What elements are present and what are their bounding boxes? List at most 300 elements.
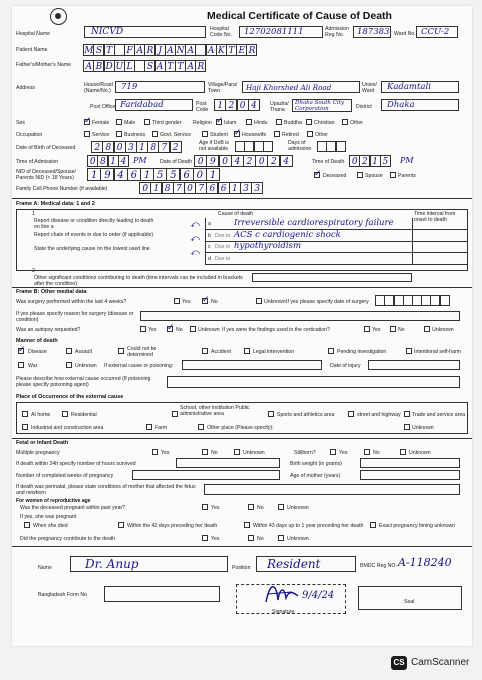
post-office-field[interactable] xyxy=(115,99,193,111)
patient-name-cell: A xyxy=(134,44,145,56)
religion-hindu-checkbox[interactable] xyxy=(246,119,252,125)
place-trade-checkbox[interactable] xyxy=(404,411,410,417)
surgery-yes-label: Yes xyxy=(182,299,191,305)
autopsy-findings-label: If yes were the findings used in the certication? xyxy=(222,327,330,333)
other-conditions-field[interactable] xyxy=(252,273,412,282)
patient-name-cell: F xyxy=(124,44,135,56)
nid-cell: 5 xyxy=(166,168,180,181)
house-value: 719 xyxy=(121,82,138,92)
surgery-yes-checkbox[interactable] xyxy=(174,298,180,304)
place-school-label: School, other institution Public administrative area xyxy=(180,405,250,417)
position-value: Resident xyxy=(267,557,321,571)
dob-cell: 1 xyxy=(136,141,148,153)
sex-third-gender-checkbox[interactable] xyxy=(144,119,150,125)
ward-value: CCU-2 xyxy=(421,27,450,37)
cause-line-rule xyxy=(205,264,468,265)
chain-arrow-icon-2: ⤺ xyxy=(190,233,200,243)
admission-time-cell: 1 xyxy=(108,155,119,167)
occupation-other-label: Other xyxy=(315,132,328,138)
manner-war-checkbox[interactable] xyxy=(18,362,24,368)
surgery-question: Was surgery performed within the last 4 weeks? xyxy=(16,299,127,305)
occupation-housewife-checkbox[interactable] xyxy=(234,131,240,137)
autopsy-yes-checkbox[interactable] xyxy=(140,326,146,332)
sex-male-checkbox[interactable] xyxy=(116,119,122,125)
findings-yes-label: Yes xyxy=(372,327,381,333)
within43-checkbox[interactable] xyxy=(244,522,250,528)
sex-label: Sex xyxy=(16,120,25,126)
nid-cell: 6 xyxy=(127,168,141,181)
nid-parents-label: Parents xyxy=(398,173,416,179)
death-date-cells[interactable] xyxy=(195,155,293,167)
dob-cell: 0 xyxy=(114,141,126,153)
manner-unknown-label: Unknown xyxy=(75,363,97,369)
cause-line-prefix: Due to xyxy=(215,244,231,250)
item1-b-text: Report chain of events in due to order (if applicable) xyxy=(34,232,154,238)
father-name-cell: D xyxy=(105,62,113,72)
patient-name-cell: R xyxy=(144,44,155,56)
cause-line-letter: b xyxy=(208,232,211,239)
phone-cell: 8 xyxy=(162,182,174,194)
frame-a-title: Frame A: Medical data: 1 and 2 xyxy=(16,201,95,207)
nid-parents-checkbox[interactable] xyxy=(390,172,396,178)
patient-name-label: Patient Name xyxy=(16,47,48,53)
signoff-divider xyxy=(12,546,472,547)
occupation-govt-label: Govt. Service xyxy=(160,132,192,138)
nid-cell: 5 xyxy=(153,168,167,181)
religion-islam-label: Islam xyxy=(224,120,237,126)
admission-time-cell: 0 xyxy=(87,155,98,167)
place-school-checkbox[interactable] xyxy=(172,411,178,417)
hospital-name-value: NICVD xyxy=(91,27,124,37)
multiple-yes-checkbox[interactable] xyxy=(152,449,158,455)
contribute-yes-checkbox[interactable] xyxy=(202,535,208,541)
phone-cell: 3 xyxy=(251,182,263,194)
place-industrial-checkbox[interactable] xyxy=(22,424,28,430)
place-title: Place of Occurrence of the external cause xyxy=(16,394,124,400)
manner-accident-checkbox[interactable] xyxy=(202,348,208,354)
manner-pending-checkbox[interactable] xyxy=(328,348,334,354)
manner-legal-checkbox[interactable] xyxy=(244,348,250,354)
stillborn-no-checkbox[interactable] xyxy=(364,449,370,455)
women-title: For women of reproductive age xyxy=(16,498,91,504)
death-date-cell: 0 xyxy=(255,155,268,167)
father-name-cell: B xyxy=(93,60,104,72)
union-label: Union/ Ward xyxy=(362,82,377,94)
multiple-no-label: No xyxy=(211,450,218,456)
stillborn-unknown-checkbox[interactable] xyxy=(400,449,406,455)
nid-cell: 4 xyxy=(114,168,128,181)
camscanner-label: CamScanner xyxy=(411,657,470,668)
pregnant-yes-checkbox[interactable] xyxy=(202,504,208,510)
item1-c-text: State the underlying cause on the lowest used line xyxy=(34,246,150,252)
religion-buddha-checkbox[interactable] xyxy=(276,119,282,125)
nid-cells[interactable] xyxy=(88,168,220,181)
autopsy-unknown-label: Unknown xyxy=(198,327,220,333)
birth-weight-label: Birth weight (in grams) xyxy=(290,461,342,467)
admission-ampm: PM xyxy=(133,156,147,165)
doctor-name-field[interactable] xyxy=(70,556,228,572)
item2-number: 2 xyxy=(32,268,35,274)
sex-female-label: Female xyxy=(92,120,110,126)
religion-christian-checkbox[interactable] xyxy=(306,119,312,125)
manner-selfharm-checkbox[interactable] xyxy=(406,348,412,354)
cause-line-text[interactable]: hypothyroidism xyxy=(234,241,302,251)
stillborn-unknown-label: Unknown xyxy=(409,450,431,456)
phone-cell: 7 xyxy=(173,182,185,194)
death-ampm: PM xyxy=(400,156,414,165)
pregnant-question: Was the deceased pregnant within past year? xyxy=(20,505,126,511)
patient-name-cell: A xyxy=(165,44,176,56)
pregnant-no-checkbox[interactable] xyxy=(248,504,254,510)
father-name-label: Father's/Mother's Name xyxy=(16,62,72,68)
death-date-cell: 0 xyxy=(194,155,207,167)
upazila-label: Upazila/ Thana xyxy=(270,101,289,113)
dob-cell: 7 xyxy=(158,141,170,153)
nid-deceased-label: Deceased xyxy=(323,173,347,179)
death-date-cell: 0 xyxy=(219,155,232,167)
surgery-unknown-checkbox[interactable] xyxy=(256,298,262,304)
father-name-cell: T xyxy=(175,60,186,72)
union-field[interactable] xyxy=(381,81,459,93)
frame-b-title: Frame B: Other medial data xyxy=(16,289,87,295)
patient-name-cell: A xyxy=(206,44,217,56)
phone-cell: 1 xyxy=(150,182,162,194)
death-date-cell: 2 xyxy=(267,155,280,167)
nid-cell: 9 xyxy=(100,168,114,181)
autopsy-unknown-checkbox[interactable] xyxy=(190,326,196,332)
phone-cell: 0 xyxy=(184,182,196,194)
manner-unknown-checkbox[interactable] xyxy=(66,362,72,368)
phone-cell: 1 xyxy=(229,182,241,194)
place-street-checkbox[interactable] xyxy=(348,411,354,417)
dob-cells[interactable] xyxy=(92,141,182,153)
nid-cell: 1 xyxy=(140,168,154,181)
multiple-yes-label: Yes xyxy=(161,450,170,456)
manner-title: Manner of death xyxy=(16,338,58,344)
days-admission-cells[interactable] xyxy=(318,141,346,152)
religion-hindu-label: Hindu xyxy=(254,120,268,126)
stillborn-yes-label: Yes xyxy=(339,450,348,456)
autopsy-no-checkbox[interactable] xyxy=(167,326,173,332)
religion-other-checkbox[interactable] xyxy=(342,119,348,125)
nid-spouse-checkbox[interactable] xyxy=(357,172,363,178)
manner-assault-checkbox[interactable] xyxy=(66,348,72,354)
when-died-checkbox[interactable] xyxy=(24,522,30,528)
hospital-name-label: Hospital Name xyxy=(16,31,51,37)
manner-selfharm-label: Intentional self-harm xyxy=(414,349,461,355)
external-cause-label: If external cause or poisoning: xyxy=(104,363,174,369)
death-time-cells[interactable] xyxy=(350,155,391,167)
frame-a-divider xyxy=(12,198,472,199)
phone-cell: 0 xyxy=(139,182,151,194)
manner-accident-label: Accident xyxy=(211,349,231,355)
village-field[interactable] xyxy=(242,81,360,93)
pregnant-no-label: No xyxy=(257,505,264,511)
chain-arrow-icon-1: ⤺ xyxy=(190,219,200,229)
stillborn-label: Stillborn? xyxy=(294,450,316,456)
occupation-retired-label: Retired xyxy=(282,132,299,138)
seal-label: Seal xyxy=(404,599,415,605)
manner-war-label: War xyxy=(28,363,38,369)
death-date-cell: 2 xyxy=(243,155,256,167)
place-sports-label: Sports and athletics area xyxy=(277,412,335,418)
signature-date: 9/4/24 xyxy=(302,590,335,601)
findings-no-label: No xyxy=(398,327,405,333)
external-describe-field[interactable] xyxy=(167,376,460,388)
surgery-unknown-label: Unknown xyxy=(264,299,286,305)
weeks-field[interactable] xyxy=(132,470,280,480)
seal-box xyxy=(358,586,462,610)
post-office-value: Faridabad xyxy=(120,100,164,110)
manner-undetermined-label: Could not be determined xyxy=(127,346,157,358)
phone-cell: 6 xyxy=(218,182,230,194)
upazila-value: Dhaka South City Corporation xyxy=(295,100,344,112)
place-trade-label: Trade and service area xyxy=(412,412,466,418)
perinatal-field[interactable] xyxy=(204,484,460,495)
occupation-label: Occupation xyxy=(16,132,43,138)
government-seal-icon xyxy=(50,8,67,25)
phone-cell: 6 xyxy=(206,182,218,194)
patient-name-cell: T xyxy=(104,44,115,56)
findings-unknown-label: Unknown xyxy=(432,327,454,333)
admission-reg-value: 187383 xyxy=(357,27,390,37)
admission-time-label: Time of Admission xyxy=(16,159,59,165)
age-not-available-label: Age if DoB is not available xyxy=(199,140,229,152)
patient-name-cell: M xyxy=(84,46,94,56)
place-home-checkbox[interactable] xyxy=(22,411,28,417)
birth-weight-field[interactable] xyxy=(360,458,460,468)
age-cells[interactable] xyxy=(236,141,273,152)
nid-cell: 1 xyxy=(87,168,101,181)
autopsy-no-label: No xyxy=(176,327,183,333)
phone-cell: 7 xyxy=(195,182,207,194)
manner-legal-label: Legal intervention xyxy=(253,349,294,355)
village-value: Haji Khorshed Ali Road xyxy=(246,83,332,92)
father-name-cells[interactable] xyxy=(84,60,206,72)
occupation-other-checkbox[interactable] xyxy=(307,131,313,137)
post-office-label: Post Office xyxy=(90,104,116,110)
dob-cell: 8 xyxy=(102,141,114,153)
nid-label: NID of Deceased/Spouse/ Parents NID (< 18 Years) xyxy=(16,169,76,181)
cause-line-prefix: Due to xyxy=(215,232,231,239)
signature-label: Signature xyxy=(272,609,295,615)
occupation-service-checkbox[interactable] xyxy=(84,131,90,137)
death-time-label: Time of Death xyxy=(312,159,345,165)
father-name-cell: A xyxy=(185,60,196,72)
autopsy-question: Was an autopsy requested? xyxy=(16,327,81,333)
occupation-govt-checkbox[interactable] xyxy=(152,131,158,137)
frame-b-divider xyxy=(12,287,472,288)
surgery-date-cells[interactable] xyxy=(376,295,450,306)
ward-label: Ward No. xyxy=(394,31,416,37)
house-field[interactable] xyxy=(115,81,205,93)
occupation-retired-checkbox[interactable] xyxy=(274,131,280,137)
multiple-unknown-checkbox[interactable] xyxy=(234,449,240,455)
injury-date-label: Date of injury xyxy=(330,363,361,369)
place-sports-checkbox[interactable] xyxy=(268,411,274,417)
post-code-cells[interactable] xyxy=(215,99,260,111)
when-label: If yes, she was pregnant xyxy=(20,514,77,520)
contribute-unknown-checkbox[interactable] xyxy=(278,535,284,541)
multiple-no-checkbox[interactable] xyxy=(202,449,208,455)
hospital-code-field[interactable] xyxy=(239,26,323,38)
contribute-unknown-label: Unknown xyxy=(287,536,309,542)
religion-islam-checkbox[interactable] xyxy=(216,119,222,125)
contribute-no-checkbox[interactable] xyxy=(248,535,254,541)
contribute-no-label: No xyxy=(257,536,264,542)
exact-unknown-checkbox[interactable] xyxy=(370,522,376,528)
within42-label: Within the 42 days preceding her death xyxy=(127,523,218,529)
manner-disease-checkbox[interactable] xyxy=(18,348,24,354)
post-code-cell: 1 xyxy=(214,99,226,111)
dob-cell: 8 xyxy=(147,141,159,153)
surgery-no-label: No xyxy=(211,299,218,305)
place-industrial-label: Industrial and construction area xyxy=(31,425,104,431)
contribute-question: Did the pregnancy contribute to the death xyxy=(20,536,116,542)
findings-yes-checkbox[interactable] xyxy=(364,326,370,332)
father-name-cell: S xyxy=(144,60,155,72)
weeks-label: Number of completed weeks of pregnancy xyxy=(16,473,114,479)
stillborn-no-label: No xyxy=(373,450,380,456)
admission-reg-field[interactable] xyxy=(353,26,391,38)
certificate-form xyxy=(12,6,472,646)
post-code-label: Post Code xyxy=(196,101,209,113)
religion-label: Religion xyxy=(193,120,212,126)
within42-checkbox[interactable] xyxy=(118,522,124,528)
address-label: Address xyxy=(16,85,36,91)
phone-cells[interactable] xyxy=(140,182,263,194)
pregnant-unknown-checkbox[interactable] xyxy=(278,504,284,510)
manner-undetermined-checkbox[interactable] xyxy=(118,348,124,354)
place-home-label: At home xyxy=(31,412,51,418)
pregnant-yes-label: Yes xyxy=(211,505,220,511)
stillborn-yes-checkbox[interactable] xyxy=(330,449,336,455)
upazila-field[interactable] xyxy=(292,99,352,112)
fetal-divider xyxy=(12,438,472,439)
when-died-label: When she died xyxy=(33,523,68,529)
admission-time-cell: 4 xyxy=(118,155,129,167)
cause-line-prefix: Due to xyxy=(215,255,231,262)
district-value: Dhaka xyxy=(387,100,415,110)
nid-cell: 6 xyxy=(180,168,194,181)
bangladesh-form-field[interactable] xyxy=(104,586,220,602)
surgery-no-checkbox[interactable] xyxy=(202,298,208,304)
cause-line-letter: a xyxy=(208,221,211,227)
item1-a-text: Report disease or condition directly leading to death on line a xyxy=(34,218,154,230)
nid-deceased-checkbox[interactable] xyxy=(314,172,320,178)
external-describe-label: Please describe how external cause occurred (If poisoning please specify poisoning agent) xyxy=(16,376,151,388)
place-farm-label: Farm xyxy=(155,425,168,431)
place-unknown-checkbox[interactable] xyxy=(404,424,410,430)
death-time-cell: 5 xyxy=(380,155,391,167)
hospital-name-field[interactable] xyxy=(84,26,206,38)
post-code-cell: 4 xyxy=(248,99,260,111)
place-other-checkbox[interactable] xyxy=(198,424,204,430)
nid-cell: 0 xyxy=(193,168,207,181)
sex-third-gender-label: Third gender xyxy=(152,120,182,126)
surgery-reason-label: If yes please specify reason for surgery (disease or condition) xyxy=(16,311,134,323)
surgery-reason-field[interactable] xyxy=(140,311,460,321)
findings-unknown-checkbox[interactable] xyxy=(424,326,430,332)
place-farm-checkbox[interactable] xyxy=(146,424,152,430)
occupation-housewife-label: Housewife xyxy=(242,132,267,138)
patient-name-cell: J xyxy=(155,44,166,56)
days-admission-label: Days of admission xyxy=(288,140,312,152)
manner-disease-label: Disease xyxy=(28,349,47,355)
injury-date-field[interactable] xyxy=(368,360,460,370)
cause-line-text[interactable]: Irreversible cardiorespiratory failure xyxy=(234,218,394,228)
admission-time-cells[interactable] xyxy=(88,155,129,167)
patient-name-cell: A xyxy=(185,44,196,56)
pregnant-unknown-label: Unknown xyxy=(287,505,309,511)
occupation-student-checkbox[interactable] xyxy=(202,131,208,137)
position-label: Position xyxy=(232,565,251,571)
father-name-cell: L xyxy=(124,60,135,72)
dob-cell: 3 xyxy=(125,141,137,153)
father-name-cell: A xyxy=(83,60,94,72)
patient-name-cell: E xyxy=(236,44,247,56)
father-name-cell: U xyxy=(115,62,124,72)
signature-mark xyxy=(262,578,302,608)
house-label: House/Road (Name/No.) xyxy=(84,82,113,94)
post-code-cell: 2 xyxy=(225,99,237,111)
place-residential-checkbox[interactable] xyxy=(62,411,68,417)
death-date-cell: 4 xyxy=(280,155,293,167)
cause-header: Cause of death xyxy=(218,211,254,217)
sex-female-checkbox[interactable] xyxy=(84,119,90,125)
phone-label: Family Cell Phone Number (if available) xyxy=(16,186,108,192)
position-field[interactable] xyxy=(256,556,356,572)
autopsy-yes-label: Yes xyxy=(148,327,157,333)
occupation-student-label: Student xyxy=(210,132,228,138)
village-label: Village/Para/ Town xyxy=(208,82,238,94)
admission-reg-label: Admission Reg No. xyxy=(325,26,349,38)
phone-cell: 3 xyxy=(240,182,252,194)
mother-age-field[interactable] xyxy=(360,470,460,480)
cause-line-text[interactable]: ACS c cardiogenic shock xyxy=(234,229,341,240)
ward-field[interactable] xyxy=(416,26,458,38)
place-street-label: street and highway xyxy=(357,412,401,418)
hospital-code-value: 12702081111 xyxy=(244,27,304,37)
doctor-name-value: Dr. Anup xyxy=(85,557,139,571)
occupation-service-label: Service xyxy=(92,132,110,138)
doctor-name-label: Name xyxy=(38,565,52,571)
findings-no-checkbox[interactable] xyxy=(390,326,396,332)
bmdc-label: BMDC Reg NO. xyxy=(360,563,397,569)
father-name-cell: A xyxy=(155,60,166,72)
district-field[interactable] xyxy=(381,99,459,111)
death-time-cell: 2 xyxy=(359,155,370,167)
external-cause-field[interactable] xyxy=(182,360,322,370)
within24-label: If death within 24h specify number of hours survived xyxy=(16,461,136,467)
exact-unknown-label: Exact pregnancy timing unknown xyxy=(379,523,456,529)
patient-name-cell: S xyxy=(93,44,104,56)
patient-name-cells[interactable] xyxy=(84,44,257,56)
dob-cell: 2 xyxy=(170,141,182,153)
within24-field[interactable] xyxy=(176,458,280,468)
place-other-label: Other place (Please specify): xyxy=(207,425,274,431)
fetal-title: Fetal or Infant Death xyxy=(16,440,69,446)
dob-label: Date of Birth of Deceased xyxy=(16,145,76,151)
cause-line-letter: d xyxy=(208,255,211,262)
place-residential-label: Residential xyxy=(71,412,97,418)
nid-spouse-label: Spouse xyxy=(365,173,383,179)
mother-age-label: Age of mother (years) xyxy=(290,473,341,479)
contribute-yes-label: Yes xyxy=(211,536,220,542)
place-unknown-label: Unknown xyxy=(412,425,434,431)
occupation-business-checkbox[interactable] xyxy=(116,131,122,137)
father-name-cell: T xyxy=(165,60,176,72)
